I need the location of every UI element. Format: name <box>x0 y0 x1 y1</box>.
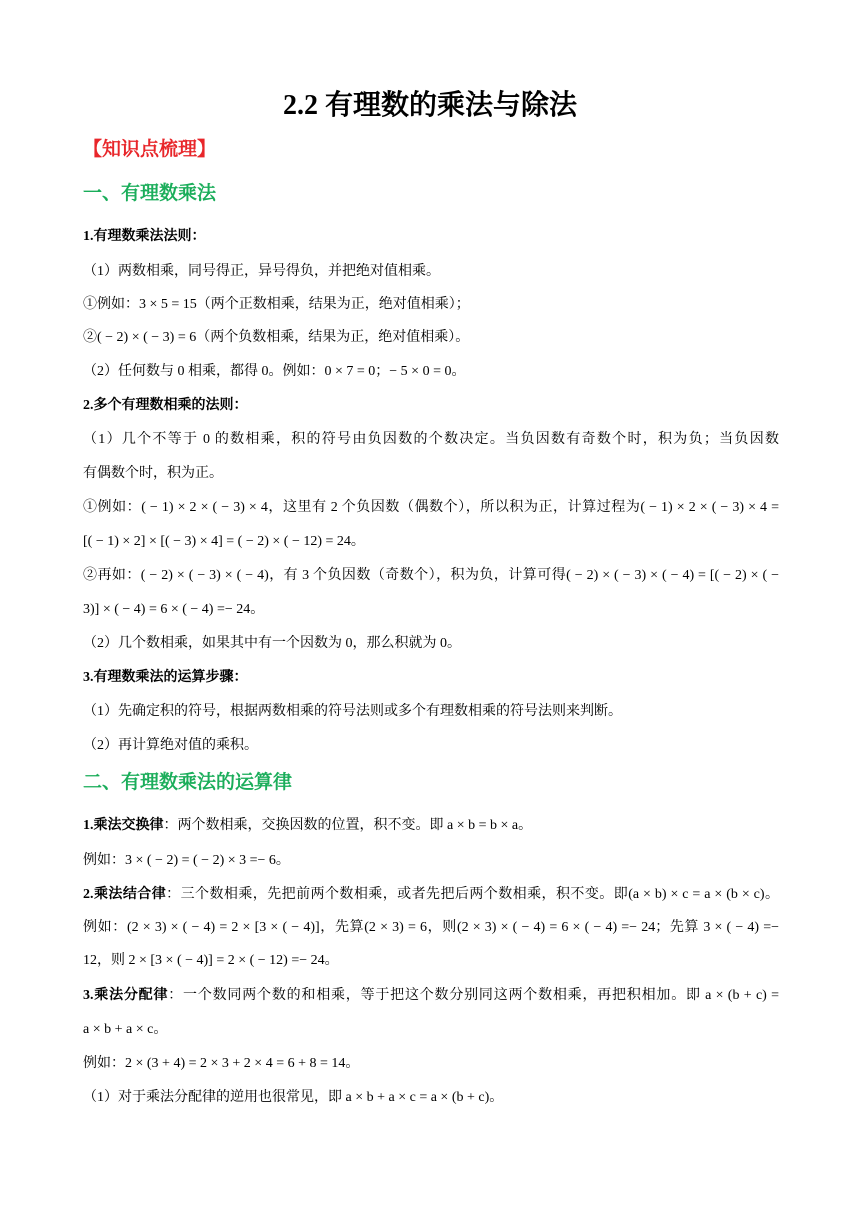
text-line <box>83 327 469 349</box>
text-line <box>83 1019 167 1041</box>
bold-label: 1.乘法交换律 <box>83 818 164 833</box>
line-text: （1）对于乘法分配律的逆用也很常见，即 a × b + a × c = a × (b + c)。 <box>83 1090 504 1105</box>
bold-label: 2.多个有理数相乘的法则： <box>83 398 248 413</box>
line-text: a × b + a × c。 <box>83 1022 168 1037</box>
line-text: （1）两数相乘，同号得正，异号得负，并把绝对值相乘。 <box>83 264 440 279</box>
line-text: （1）几个不等于 0 的数相乘，积的符号由负因数的个数决定。当负因数有奇数个时，积为负；当负因数 <box>83 432 779 447</box>
knowledge-heading: 【知识点梳理】 <box>83 139 217 160</box>
line-text: 例如：3 × ( − 2) = ( − 2) × 3 =− 6。 <box>83 853 290 868</box>
text-line <box>83 633 461 655</box>
line-text: ：三个数相乘，先把前两个数相乘，或者先把后两个数相乘，积不变。即(a × b) × c = a × (b × c)。 <box>166 887 779 902</box>
text-line <box>83 599 264 621</box>
text-line <box>83 735 258 757</box>
line-text: （2）几个数相乘，如果其中有一个因数为 0，那么积就为 0。 <box>83 636 461 651</box>
text-line <box>83 985 779 1007</box>
bold-label: 3.乘法分配律 <box>83 988 169 1003</box>
bold-label: 1.有理数乘法法则： <box>83 229 206 244</box>
text-line <box>83 850 290 872</box>
text-line <box>83 531 365 553</box>
line-text: ①例如：3 × 5 = 15（两个正数相乘，结果为正，绝对值相乘）； <box>83 297 470 312</box>
line-text: 有偶数个时，积为正。 <box>83 466 223 481</box>
text-line <box>83 917 779 939</box>
text-line <box>83 950 339 972</box>
bold-label: 2.乘法结合律 <box>83 887 167 902</box>
text-line <box>83 294 470 316</box>
line-text: ：一个数同两个数的和相乘，等于把这个数分别同这两个数相乘，再把积相加。即 a × (b + c) = <box>168 988 779 1003</box>
line-text: 12，则 2 × [3 × ( − 4)] = 2 × ( − 12) =− 24。 <box>83 953 339 968</box>
text-line <box>83 226 206 248</box>
line-text: （1）先确定积的符号，根据两数相乘的符号法则或多个有理数相乘的符号法则来判断。 <box>83 704 622 719</box>
text-line <box>83 261 440 283</box>
text-line <box>83 361 465 383</box>
line-text: ：两个数相乘，交换因数的位置，积不变。即 a × b = b × a。 <box>163 818 533 833</box>
text-line <box>83 1053 359 1075</box>
text-line <box>83 565 779 587</box>
line-text: ②( − 2) × ( − 3) = 6（两个负数相乘，结果为正，绝对值相乘）。 <box>83 330 470 345</box>
text-line <box>83 701 622 723</box>
text-line <box>83 1087 503 1109</box>
line-text: 3)] × ( − 4) = 6 × ( − 4) =− 24。 <box>83 602 265 617</box>
bold-label: 3.有理数乘法的运算步骤： <box>83 670 248 685</box>
line-text: （2）任何数与 0 相乘，都得 0。例如：0 × 7 = 0；− 5 × 0 = 0。 <box>83 364 466 379</box>
text-line <box>83 463 223 485</box>
text-line <box>83 667 248 689</box>
text-line <box>83 884 779 906</box>
text-line <box>83 429 779 451</box>
line-text: 例如：2 × (3 + 4) = 2 × 3 + 2 × 4 = 6 + 8 = 14。 <box>83 1056 360 1071</box>
text-line <box>83 497 779 519</box>
line-text: （2）再计算绝对值的乘积。 <box>83 738 258 753</box>
page-title: 2.2 有理数的乘法与除法 <box>282 90 577 121</box>
text-line <box>83 395 248 417</box>
text-line <box>83 815 532 837</box>
line-text: 例如：(2 × 3) × ( − 4) = 2 × [3 × ( − 4)]，先算(2 × 3) = 6，则(2 × 3) × ( − 4) = 6 × ( − 4) =− 24；先算 3 × ( − 4) =− <box>83 920 779 935</box>
section-heading-1: 一、有理数乘法 <box>83 183 217 204</box>
line-text: ②再如：( − 2) × ( − 3) × ( − 4)，有 3 个负因数（奇数个），积为负，计算可得( − 2) × ( − 3) × ( − 4) = [( − 2) × ( − <box>83 568 779 583</box>
section-heading-2: 二、有理数乘法的运算律 <box>83 772 293 793</box>
line-text: ①例如：( − 1) × 2 × ( − 3) × 4，这里有 2 个负因数（偶数个），所以积为正，计算过程为( − 1) × 2 × ( − 3) × 4 = <box>83 500 779 515</box>
line-text: [( − 1) × 2] × [( − 3) × 4] = ( − 2) × ( − 12) = 24。 <box>83 534 365 549</box>
